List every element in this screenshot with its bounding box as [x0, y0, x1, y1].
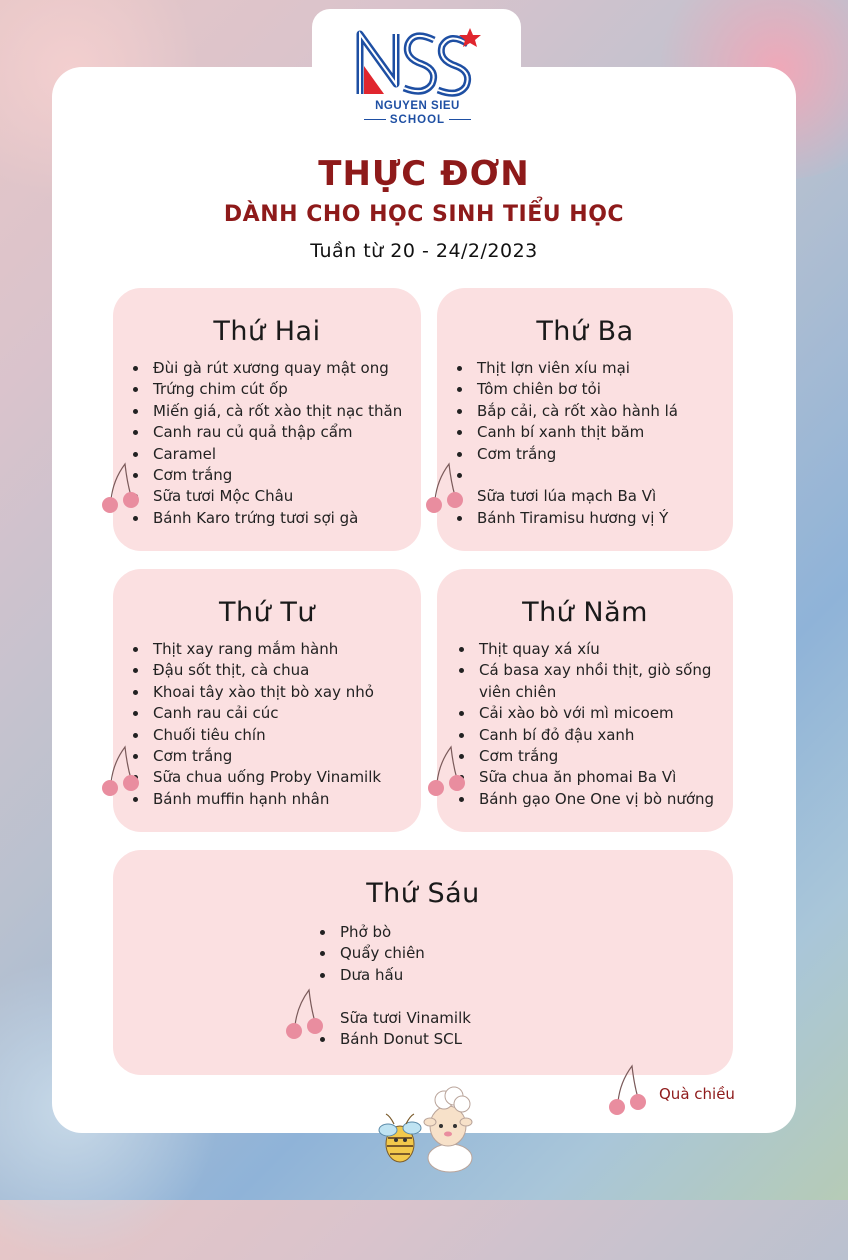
cherry-icon [285, 988, 327, 1040]
list-item: Cơm trắng [457, 746, 719, 767]
list-item [318, 986, 471, 1007]
page-title: THỰC ĐƠN [318, 154, 530, 194]
card-wednesday [113, 569, 421, 832]
list-item: Cá basa xay nhồi thịt, giò sống viên chiên [457, 660, 719, 703]
list-item: Sữa tươi lúa mạch Ba Vì [477, 487, 657, 506]
list-item: Miến giá, cà rốt xào thịt nạc thăn [131, 401, 402, 422]
day-title: Thứ Ba [536, 316, 634, 347]
list-item: Canh rau cải cúc [131, 703, 381, 724]
day-title: Thứ Hai [213, 316, 321, 347]
list-item: Trứng chim cút ốp [131, 379, 402, 400]
list-item: Dưa hấu [318, 965, 471, 986]
day-title: Thứ Tư [219, 597, 315, 628]
list-item: Đùi gà rút xương quay mật ong [131, 358, 402, 379]
cherry-icon [101, 462, 143, 514]
list-item: Canh rau củ quả thập cẩm [131, 422, 402, 443]
list-item: Thịt xay rang mắm hành [131, 639, 381, 660]
list-item: Bánh Karo trứng tươi sợi gà [131, 508, 402, 529]
list-item: Bánh Donut SCL [318, 1029, 471, 1050]
list-item: Chuối tiêu chín [131, 725, 381, 746]
list-item: Đậu sốt thịt, cà chua [131, 660, 381, 681]
list-item: Sữa chua ăn phomai Ba Vì [457, 767, 719, 788]
cherry-icon [608, 1064, 650, 1116]
list-item: Sữa chua uống Proby Vinamilk [131, 767, 381, 788]
list-item: Bánh Tiramisu hương vị Ý [455, 508, 678, 529]
list-item: Sữa tươi Vinamilk [340, 1008, 471, 1027]
list-item: Bánh gạo One One vị bò nướng [457, 789, 719, 810]
list-item: Caramel [131, 444, 402, 465]
menu-list [131, 358, 402, 529]
cherry-icon [427, 745, 469, 797]
list-item: Cơm trắng [131, 746, 381, 767]
legend-label: Quà chiều [659, 1085, 735, 1103]
list-item: Tôm chiên bơ tỏi [455, 379, 678, 400]
list-item: Cải xào bò với mì micoem [457, 703, 719, 724]
school-name: NGUYEN SIEU [375, 100, 460, 112]
cherry-icon [101, 745, 143, 797]
card-friday [113, 850, 733, 1075]
day-title: Thứ Năm [522, 597, 648, 628]
menu-list [455, 358, 678, 529]
nss-logo-icon [356, 26, 482, 101]
cherry-icon [425, 462, 467, 514]
menu-list [131, 639, 381, 810]
list-item: Bánh muffin hạnh nhân [131, 789, 381, 810]
list-item: Cơm trắng [131, 465, 402, 486]
list-item: Canh bí đỏ đậu xanh [457, 725, 719, 746]
week-range: Tuần từ 20 - 24/2/2023 [310, 240, 538, 262]
card-monday [113, 288, 421, 551]
list-item: Thịt lợn viên xíu mại [455, 358, 678, 379]
list-item: Bắp cải, cà rốt xào hành lá [455, 401, 678, 422]
school-name-sub: SCHOOL [340, 114, 495, 126]
list-item: Canh bí xanh thịt băm [455, 422, 678, 443]
list-item [455, 465, 678, 486]
menu-list [457, 639, 719, 810]
day-title: Thứ Sáu [366, 878, 480, 909]
menu-list [318, 922, 471, 1050]
school-logo [356, 26, 482, 128]
list-item: Quẩy chiên [318, 943, 471, 964]
list-item: Cơm trắng [455, 444, 678, 465]
list-item: Thịt quay xá xíu [457, 639, 719, 660]
page-subtitle: DÀNH CHO HỌC SINH TIỂU HỌC [223, 202, 625, 227]
card-thursday [437, 569, 733, 832]
list-item: Sữa tươi Mộc Châu [131, 486, 402, 507]
list-item: Phở bò [318, 922, 471, 943]
card-tuesday [437, 288, 733, 551]
list-item: Khoai tây xào thịt bò xay nhỏ [131, 682, 381, 703]
mascot-illustration [378, 1082, 488, 1177]
